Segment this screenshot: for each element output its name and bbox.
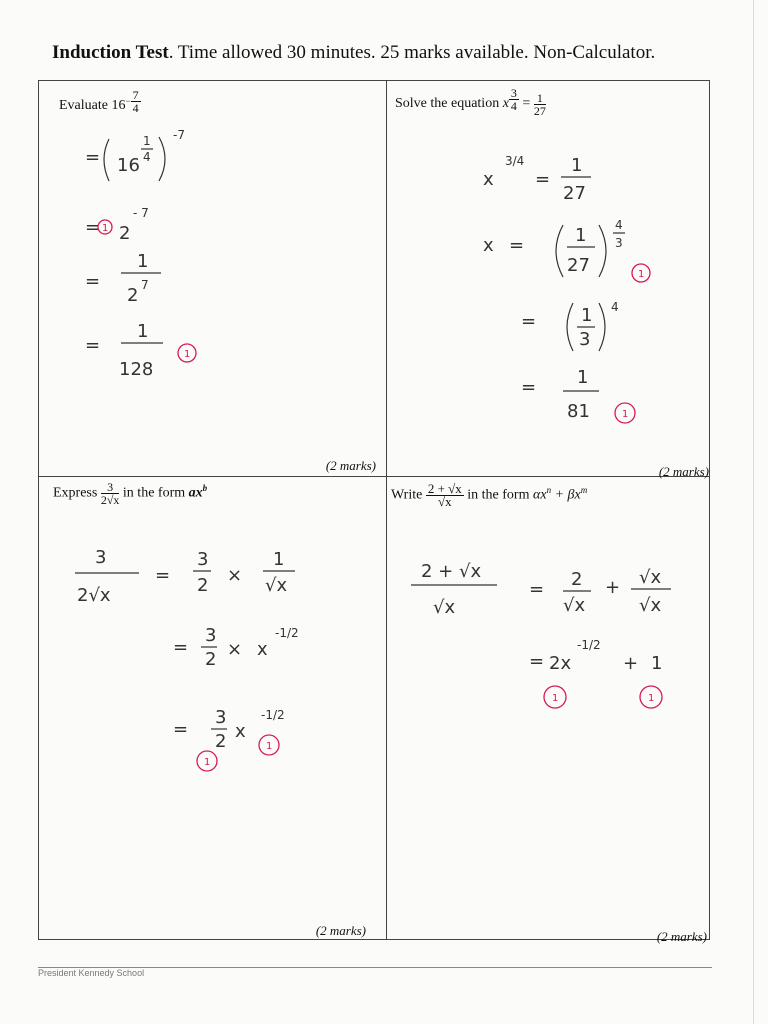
svg-text:3: 3 — [95, 547, 107, 568]
question-grid — [38, 80, 710, 944]
q2-rhs-fraction: $\frac{1}{27}$ — [533, 90, 546, 118]
question-2-panel — [387, 81, 709, 477]
svg-text:×: × — [227, 639, 243, 660]
svg-text:1: 1 — [648, 693, 655, 704]
svg-text:2: 2 — [215, 731, 227, 752]
question-4-prompt: Write $\frac{2 + √x}{√x}$ in the form $\alpha x^n + \beta x^m$ — [391, 481, 588, 509]
svg-text:=: = — [521, 311, 537, 332]
svg-text:x: x — [257, 639, 268, 660]
svg-text:3: 3 — [197, 549, 209, 570]
svg-text:2 + √x: 2 + √x — [421, 561, 482, 582]
question-4-panel — [387, 477, 709, 944]
svg-text:1: 1 — [137, 321, 149, 342]
svg-text:√x: √x — [563, 595, 586, 616]
svg-text:3: 3 — [579, 329, 591, 350]
svg-text:4: 4 — [611, 300, 619, 314]
svg-text:1: 1 — [552, 693, 559, 704]
svg-text:2: 2 — [127, 285, 139, 306]
question-1-working — [39, 81, 387, 477]
svg-text:1: 1 — [571, 155, 583, 176]
svg-text:1: 1 — [577, 367, 589, 388]
svg-text:27: 27 — [563, 183, 586, 204]
svg-text:1: 1 — [184, 349, 191, 360]
q3-mark-1 — [259, 735, 279, 755]
svg-text:2: 2 — [205, 649, 217, 670]
svg-text:3: 3 — [615, 236, 623, 250]
svg-text:27: 27 — [567, 255, 590, 276]
question-2-prompt: Solve the equation x $^{\frac{3}{4}}$ = $\frac{1}{27}$ — [395, 86, 546, 118]
question-1-marks: (2 marks) — [325, 458, 376, 473]
question-4-marks: (2 marks) — [656, 929, 707, 944]
svg-text:3: 3 — [205, 625, 217, 646]
svg-text:=: = — [85, 147, 101, 168]
svg-text:1: 1 — [273, 549, 285, 570]
q4-answer-rest: 1 — [651, 653, 663, 674]
q2-mark-1 — [632, 264, 650, 282]
svg-text:×: × — [227, 565, 243, 586]
svg-text:x: x — [235, 721, 246, 742]
svg-text:=: = — [529, 579, 545, 600]
q1-line2-base: 2 — [119, 223, 131, 244]
svg-text:=: = — [509, 235, 525, 256]
question-3-prompt: Express $\frac{3}{2√x}$ in the form $ax^b$ — [53, 480, 208, 507]
svg-text:4: 4 — [615, 218, 623, 232]
question-3-marks: (2 marks) — [315, 923, 366, 938]
svg-text:1: 1 — [638, 269, 645, 280]
svg-text:√x: √x — [265, 575, 288, 596]
question-3-panel — [39, 477, 387, 939]
svg-text:=: = — [173, 637, 189, 658]
svg-text:x: x — [483, 169, 494, 190]
svg-text:1: 1 — [266, 741, 273, 752]
svg-text:√x: √x — [433, 597, 456, 618]
question-1-panel — [39, 81, 387, 477]
q3-prompt-fraction: $\frac{3}{2√x}$ — [100, 480, 120, 507]
q1-mark-1 — [98, 220, 112, 234]
svg-text:=: = — [85, 271, 101, 292]
svg-text:=: = — [521, 377, 537, 398]
q2-exponent-fraction: 3 4 — [510, 86, 517, 113]
svg-text:√x: √x — [639, 567, 662, 588]
question-1-prompt: Evaluate $16^{- \frac{7}{4}}$ — [59, 88, 139, 115]
svg-text:7: 7 — [141, 278, 149, 292]
q2-answer: 81 — [567, 401, 590, 422]
q1-exponent-fraction: $\frac{7}{4}$ — [132, 88, 139, 115]
q1-line1-outer-exp: -7 — [173, 128, 185, 142]
question-2-working — [387, 81, 709, 477]
svg-text:1: 1 — [102, 223, 109, 234]
footer-school-name: President Kennedy School — [38, 968, 145, 978]
q4-mark-2 — [640, 686, 662, 708]
svg-text:=: = — [173, 719, 189, 740]
svg-text:+: + — [623, 653, 639, 674]
svg-text:1: 1 — [622, 409, 629, 420]
svg-text:1: 1 — [204, 757, 211, 768]
svg-text:- 7: - 7 — [133, 206, 149, 220]
svg-text:-1/2: -1/2 — [261, 708, 285, 722]
svg-text:3: 3 — [215, 707, 227, 728]
svg-text:+: + — [605, 577, 621, 598]
svg-text:1: 1 — [137, 251, 149, 272]
q4-prompt-fraction: $\frac{2 + √x}{√x}$ — [427, 481, 462, 509]
q4-mark-1 — [544, 686, 566, 708]
q1-answer: 128 — [119, 359, 154, 380]
svg-text:1: 1 — [581, 305, 593, 326]
svg-text:=: = — [529, 651, 545, 672]
svg-text:-1/2: -1/2 — [275, 626, 299, 640]
question-3-working — [39, 477, 387, 939]
svg-text:-1/2: -1/2 — [577, 638, 601, 652]
q2-mark-2 — [615, 403, 635, 423]
svg-text:=: = — [155, 565, 171, 586]
q1-line1-base: 16 — [117, 155, 140, 176]
test-title: Induction Test. Time allowed 30 minutes. 25 marks available. Non-Calculator. — [52, 42, 656, 63]
svg-text:=: = — [85, 217, 101, 238]
svg-text:=: = — [535, 169, 551, 190]
q1-mark-2 — [178, 344, 196, 362]
svg-text:2: 2 — [571, 569, 583, 590]
svg-text:=: = — [85, 335, 101, 356]
svg-text:√x: √x — [639, 595, 662, 616]
svg-text:1: 1 — [575, 225, 587, 246]
svg-text:2√x: 2√x — [77, 585, 111, 606]
svg-text:1: 1 — [143, 134, 151, 148]
svg-text:x: x — [483, 235, 494, 256]
q3-mark-2 — [197, 751, 217, 771]
question-2-marks: (2 marks) — [658, 464, 709, 479]
question-4-working — [387, 477, 709, 939]
page-edge — [753, 0, 754, 1024]
svg-text:3/4: 3/4 — [505, 154, 525, 168]
svg-text:2: 2 — [197, 575, 209, 596]
svg-text:2x: 2x — [549, 653, 572, 674]
svg-text:4: 4 — [143, 150, 151, 164]
